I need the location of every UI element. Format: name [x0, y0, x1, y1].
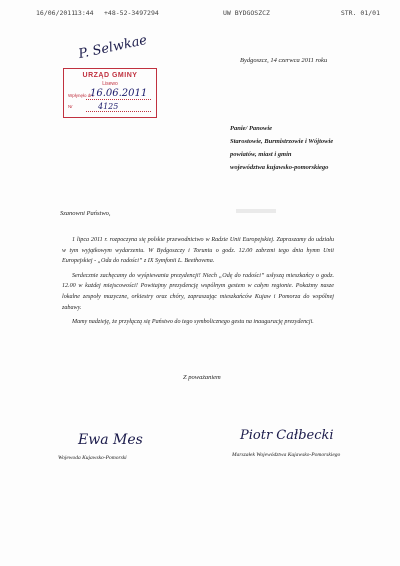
received-stamp — [63, 68, 157, 118]
fax-header — [36, 9, 380, 19]
fax-phone: +48-52-3497294 — [104, 9, 159, 17]
place-and-date: Bydgoszcz, 14 czerwca 2011 roku — [240, 57, 328, 64]
stamp-divider — [86, 99, 151, 100]
scan-smudge — [236, 209, 276, 213]
recipient-line: województwa kujawsko-pomorskiego — [230, 164, 329, 171]
left-signatory-title: Wojewoda Kujawsko-Pomorski — [58, 455, 127, 461]
fax-date: 16/06/2011 — [36, 9, 76, 17]
stamp-entry-number: 4125 — [98, 102, 119, 111]
right-signatory-title: Marszałek Województwa Kujawsko-Pomorskiego — [232, 452, 341, 458]
recipient-line: Panie/ Panowie — [230, 125, 273, 132]
left-signature: Ewa Mes — [78, 432, 143, 448]
body-paragraph: Mamy nadzieję, że przyłączą się Państwo do tego symbolicznego gestu na inaugurację prezydencji. — [72, 319, 314, 326]
recipient-block — [230, 122, 333, 174]
fax-time: 13:44 — [74, 9, 94, 17]
recipient-line: Starostowie, Burmistrzowie i Wójtowie — [230, 138, 334, 145]
stamp-number-label: Nr — [68, 104, 73, 109]
handwritten-note: P. Selwkae — [77, 32, 149, 63]
letter-body — [62, 235, 334, 332]
stamp-received-label: Wpłynęło dn. — [68, 93, 95, 98]
body-paragraph: Serdecznie zachęcamy do wyśpiewania prezydencji! Niech „Odę do radości” usłyszą mieszkańcy o godz. 12.00 w każdej miejscowości! Powitajmy prezydencję wspólnym gestem w całym regionie. Pokażmy nasze lokalne zespoły muzyczne, orkiestry oraz chóry, zapraszając mieszkańców Kujaw i Pomorza do wspólnej zabawy. — [62, 272, 334, 311]
stamp-subtitle: Lisewo — [102, 81, 118, 87]
fax-page-number: STR. 01/01 — [340, 9, 380, 17]
fax-organization: UW BYDGOSZCZ — [223, 9, 270, 17]
stamp-received-date: 16.06.2011 — [90, 88, 148, 99]
stamp-divider — [86, 111, 151, 112]
closing: Z poważaniem — [183, 374, 221, 381]
salutation: Szanowni Państwo, — [60, 210, 111, 217]
body-paragraph: 1 lipca 2011 r. rozpoczyna się polskie przewodnictwo w Radzie Unii Europejskiej. Zapraszamy do udziału w tym wyjątkowym wydarzeniu. W Bydgoszczy i Toruniu o godz. 12.00 zabrzmi tego dnia hymn Unii Europejskiej - „Oda do radości” z IX Symfonii L. Beethovena. — [62, 237, 334, 265]
recipient-line: powiatów, miast i gmin — [230, 151, 292, 158]
stamp-title: URZĄD GMINY — [82, 72, 138, 79]
right-signature: Piotr Całbecki — [240, 428, 334, 443]
